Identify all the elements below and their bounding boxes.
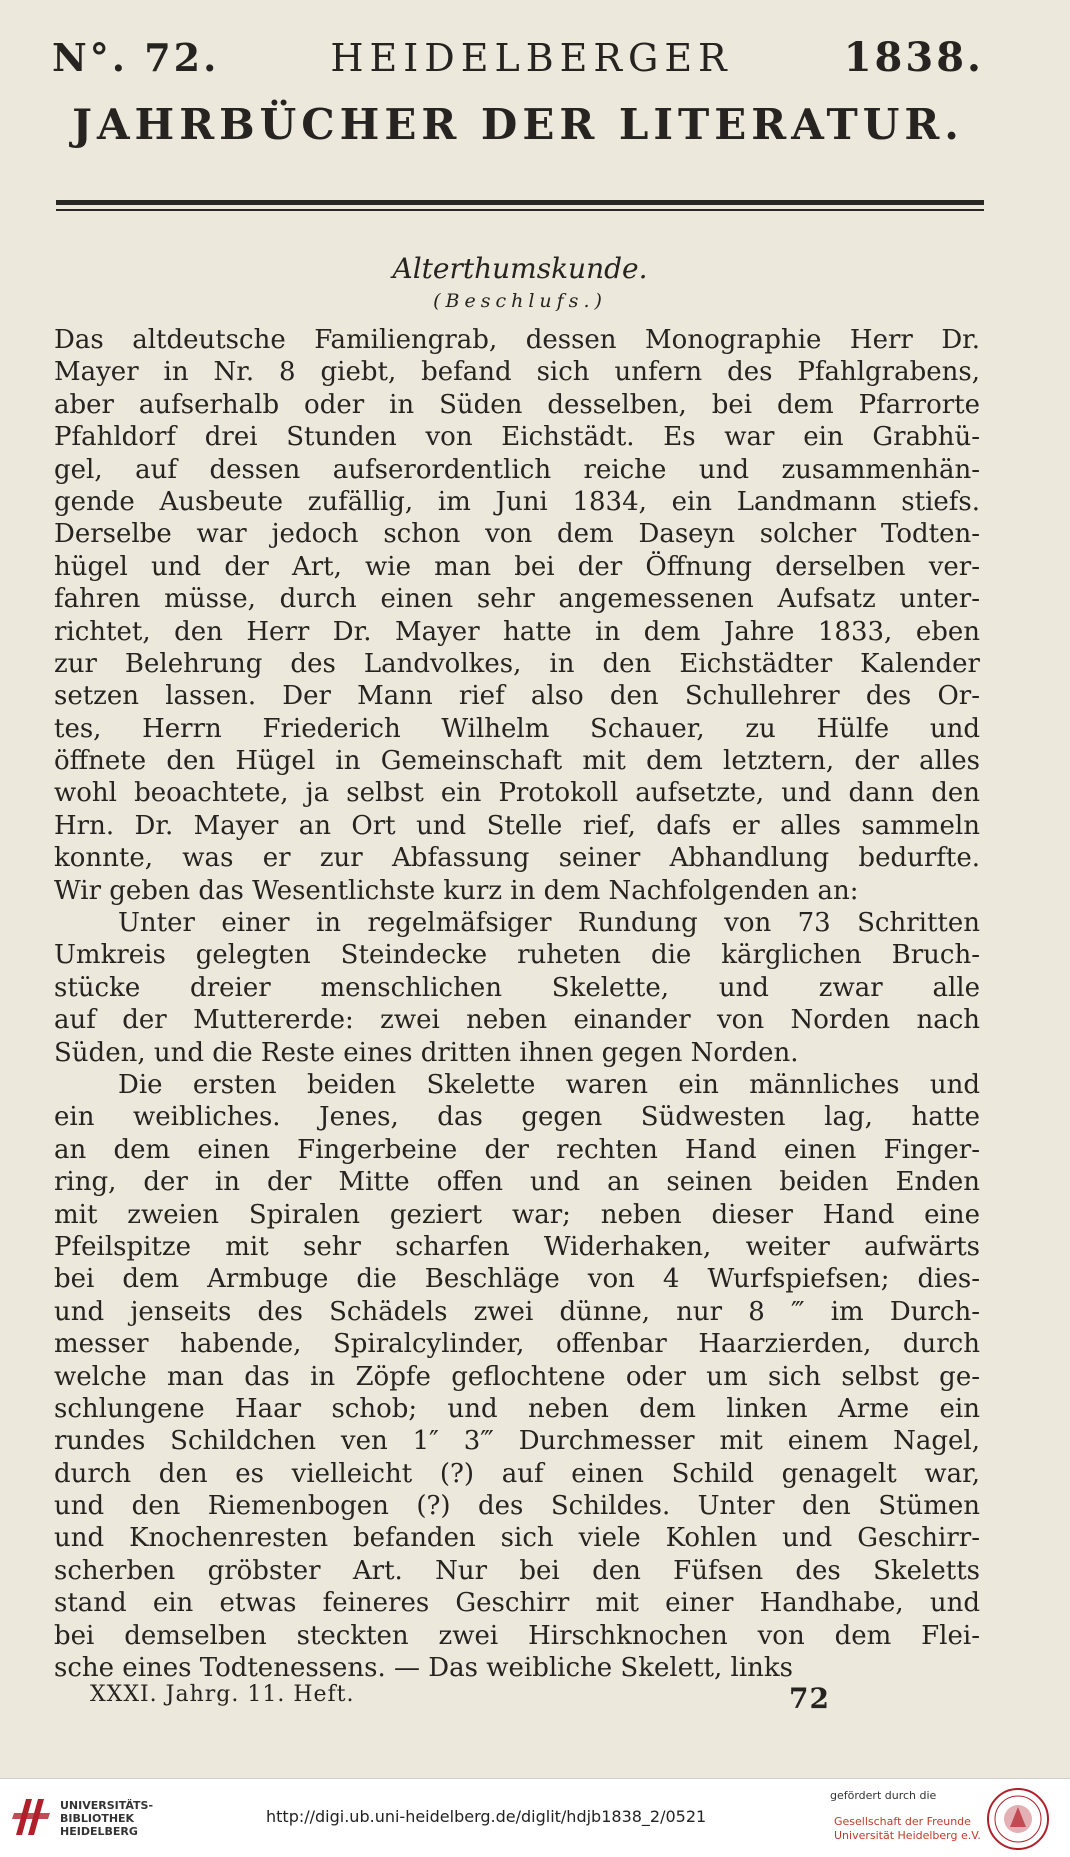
text-line: gel, auf dessen aufserordentlich reiche und zusammenhän-: [54, 454, 980, 485]
header-rule-thin: [56, 209, 984, 211]
text-line: Umkreis gelegten Steindecke ruheten die kärglichen Bruch-: [54, 940, 980, 971]
text-line: stücke dreier menschlichen Skelette, und zwar alle: [54, 972, 980, 1003]
text-line: Wir geben das Wesentlichste kurz in dem Nachfolgenden an:: [54, 875, 859, 906]
viewer-bottom-bar: [0, 1778, 1070, 1857]
masthead: [52, 34, 984, 81]
issue-number: N°. 72.: [52, 35, 220, 80]
university-seal-icon: [986, 1787, 1050, 1855]
journal-title: HEIDELBERGER: [330, 36, 733, 80]
text-line: fahren müsse, durch einen sehr angemessenen Aufsatz unter-: [54, 584, 980, 615]
text-line: Mayer in Nr. 8 giebt, befand sich unfern des Pfahlgrabens,: [54, 357, 980, 388]
university-library-name: UNIVERSITÄTS- BIBLIOTHEK HEIDELBERG: [60, 1799, 154, 1838]
text-line: Die ersten beiden Skelette waren ein männliches und: [118, 1069, 980, 1100]
article-body: [54, 324, 980, 1684]
header-rule-thick: [56, 200, 984, 205]
text-line: ein weibliches. Jenes, das gegen Südwesten lag, hatte: [54, 1102, 980, 1133]
text-line: öffnete den Hügel in Gemeinschaft mit dem letztern, der alles: [54, 746, 980, 777]
issue-year: 1838.: [843, 34, 984, 81]
text-line: schlungene Haar schob; und neben dem linken Arme ein: [54, 1393, 980, 1424]
text-line: Pfeilspitze mit sehr scharfen Widerhaken, weiter aufwärts: [54, 1231, 980, 1262]
text-line: zur Belehrung des Landvolkes, in den Eichstädter Kalender: [54, 648, 980, 679]
journal-subtitle: JAHRBÜCHER DER LITERATUR.: [72, 100, 964, 149]
text-line: bei demselben steckten zwei Hirschknochen von dem Flei-: [54, 1620, 980, 1651]
text-line: gende Ausbeute zufällig, im Juni 1834, ein Landmann stiefs.: [54, 486, 980, 517]
sponsor-label: gefördert durch die: [830, 1789, 937, 1802]
text-line: setzen lassen. Der Mann rief also den Schullehrer des Or-: [54, 681, 980, 712]
text-line: scherben gröbster Art. Nur bei den Füfsen des Skeletts: [54, 1555, 980, 1586]
text-line: Pfahldorf drei Stunden von Eichstädt. Es war ein Grabhü-: [54, 422, 980, 453]
permalink-url[interactable]: http://digi.ub.uni-heidelberg.de/diglit/hdjb1838_2/0521: [266, 1807, 707, 1826]
text-line: und Knochenresten befanden sich viele Kohlen und Geschirr-: [54, 1523, 980, 1554]
text-line: Derselbe war jedoch schon von dem Daseyn solcher Todten-: [54, 519, 980, 550]
text-line: und den Riemenbogen (?) des Schildes. Unter den Stümen: [54, 1491, 980, 1522]
text-line: aber aufserhalb oder in Süden desselben, bei dem Pfarrorte: [54, 389, 980, 420]
text-line: welche man das in Zöpfe geflochtene oder um sich selbst ge-: [54, 1361, 980, 1392]
text-line: hügel und der Art, wie man bei der Öffnung derselben ver-: [54, 551, 980, 582]
section-continued-note: (Beschlufs.): [433, 290, 607, 312]
text-line: und jenseits des Schädels zwei dünne, nur 8 ‴ im Durch-: [54, 1296, 980, 1327]
text-line: Hrn. Dr. Mayer an Ort und Stelle rief, dafs er alles sammeln: [54, 810, 980, 841]
text-line: richtet, den Herr Dr. Mayer hatte in dem Jahre 1833, eben: [54, 616, 980, 647]
text-line: auf der Muttererde: zwei neben einander von Norden nach: [54, 1005, 980, 1036]
text-line: mit zweien Spiralen geziert war; neben dieser Hand eine: [54, 1199, 980, 1230]
page-footer: [90, 1682, 830, 1715]
text-line: Unter einer in regelmäfsiger Rundung von 73 Schritten: [118, 908, 980, 939]
text-line: sche eines Todtenessens. — Das weibliche Skelett, links: [54, 1653, 793, 1684]
text-line: durch den es vielleicht (?) auf einen Schild genagelt war,: [54, 1458, 980, 1489]
text-line: Süden, und die Reste eines dritten ihnen gegen Norden.: [54, 1037, 799, 1068]
text-line: bei dem Armbuge die Beschläge von 4 Wurfspiefsen; dies-: [54, 1264, 980, 1295]
footer-signature: XXXI. Jahrg. 11. Heft.: [90, 1682, 355, 1707]
text-line: stand ein etwas feineres Geschirr mit einer Handhabe, und: [54, 1588, 980, 1619]
text-line: wohl beoachtete, ja selbst ein Protokoll aufsetzte, und dann den: [54, 778, 980, 809]
sponsor-name: Gesellschaft der Freunde Universität Heidelberg e.V.: [834, 1815, 981, 1842]
text-line: ring, der in der Mitte offen und an seinen beiden Enden: [54, 1167, 980, 1198]
text-line: an dem einen Fingerbeine der rechten Hand einen Finger-: [54, 1134, 980, 1165]
text-line: rundes Schildchen ven 1″ 3‴ Durchmesser mit einem Nagel,: [54, 1426, 980, 1457]
footer-page-number: 72: [789, 1682, 830, 1715]
section-title: Alterthumskunde.: [392, 252, 648, 285]
text-line: Das altdeutsche Familiengrab, dessen Monographie Herr Dr.: [54, 325, 980, 355]
text-line: messer habende, Spiralcylinder, offenbar Haarzierden, durch: [54, 1329, 980, 1360]
text-line: konnte, was er zur Abfassung seiner Abhandlung bedurfte.: [54, 843, 980, 874]
university-library-logo-icon: [12, 1793, 52, 1843]
text-line: tes, Herrn Friederich Wilhelm Schauer, zu Hülfe und: [54, 713, 980, 744]
